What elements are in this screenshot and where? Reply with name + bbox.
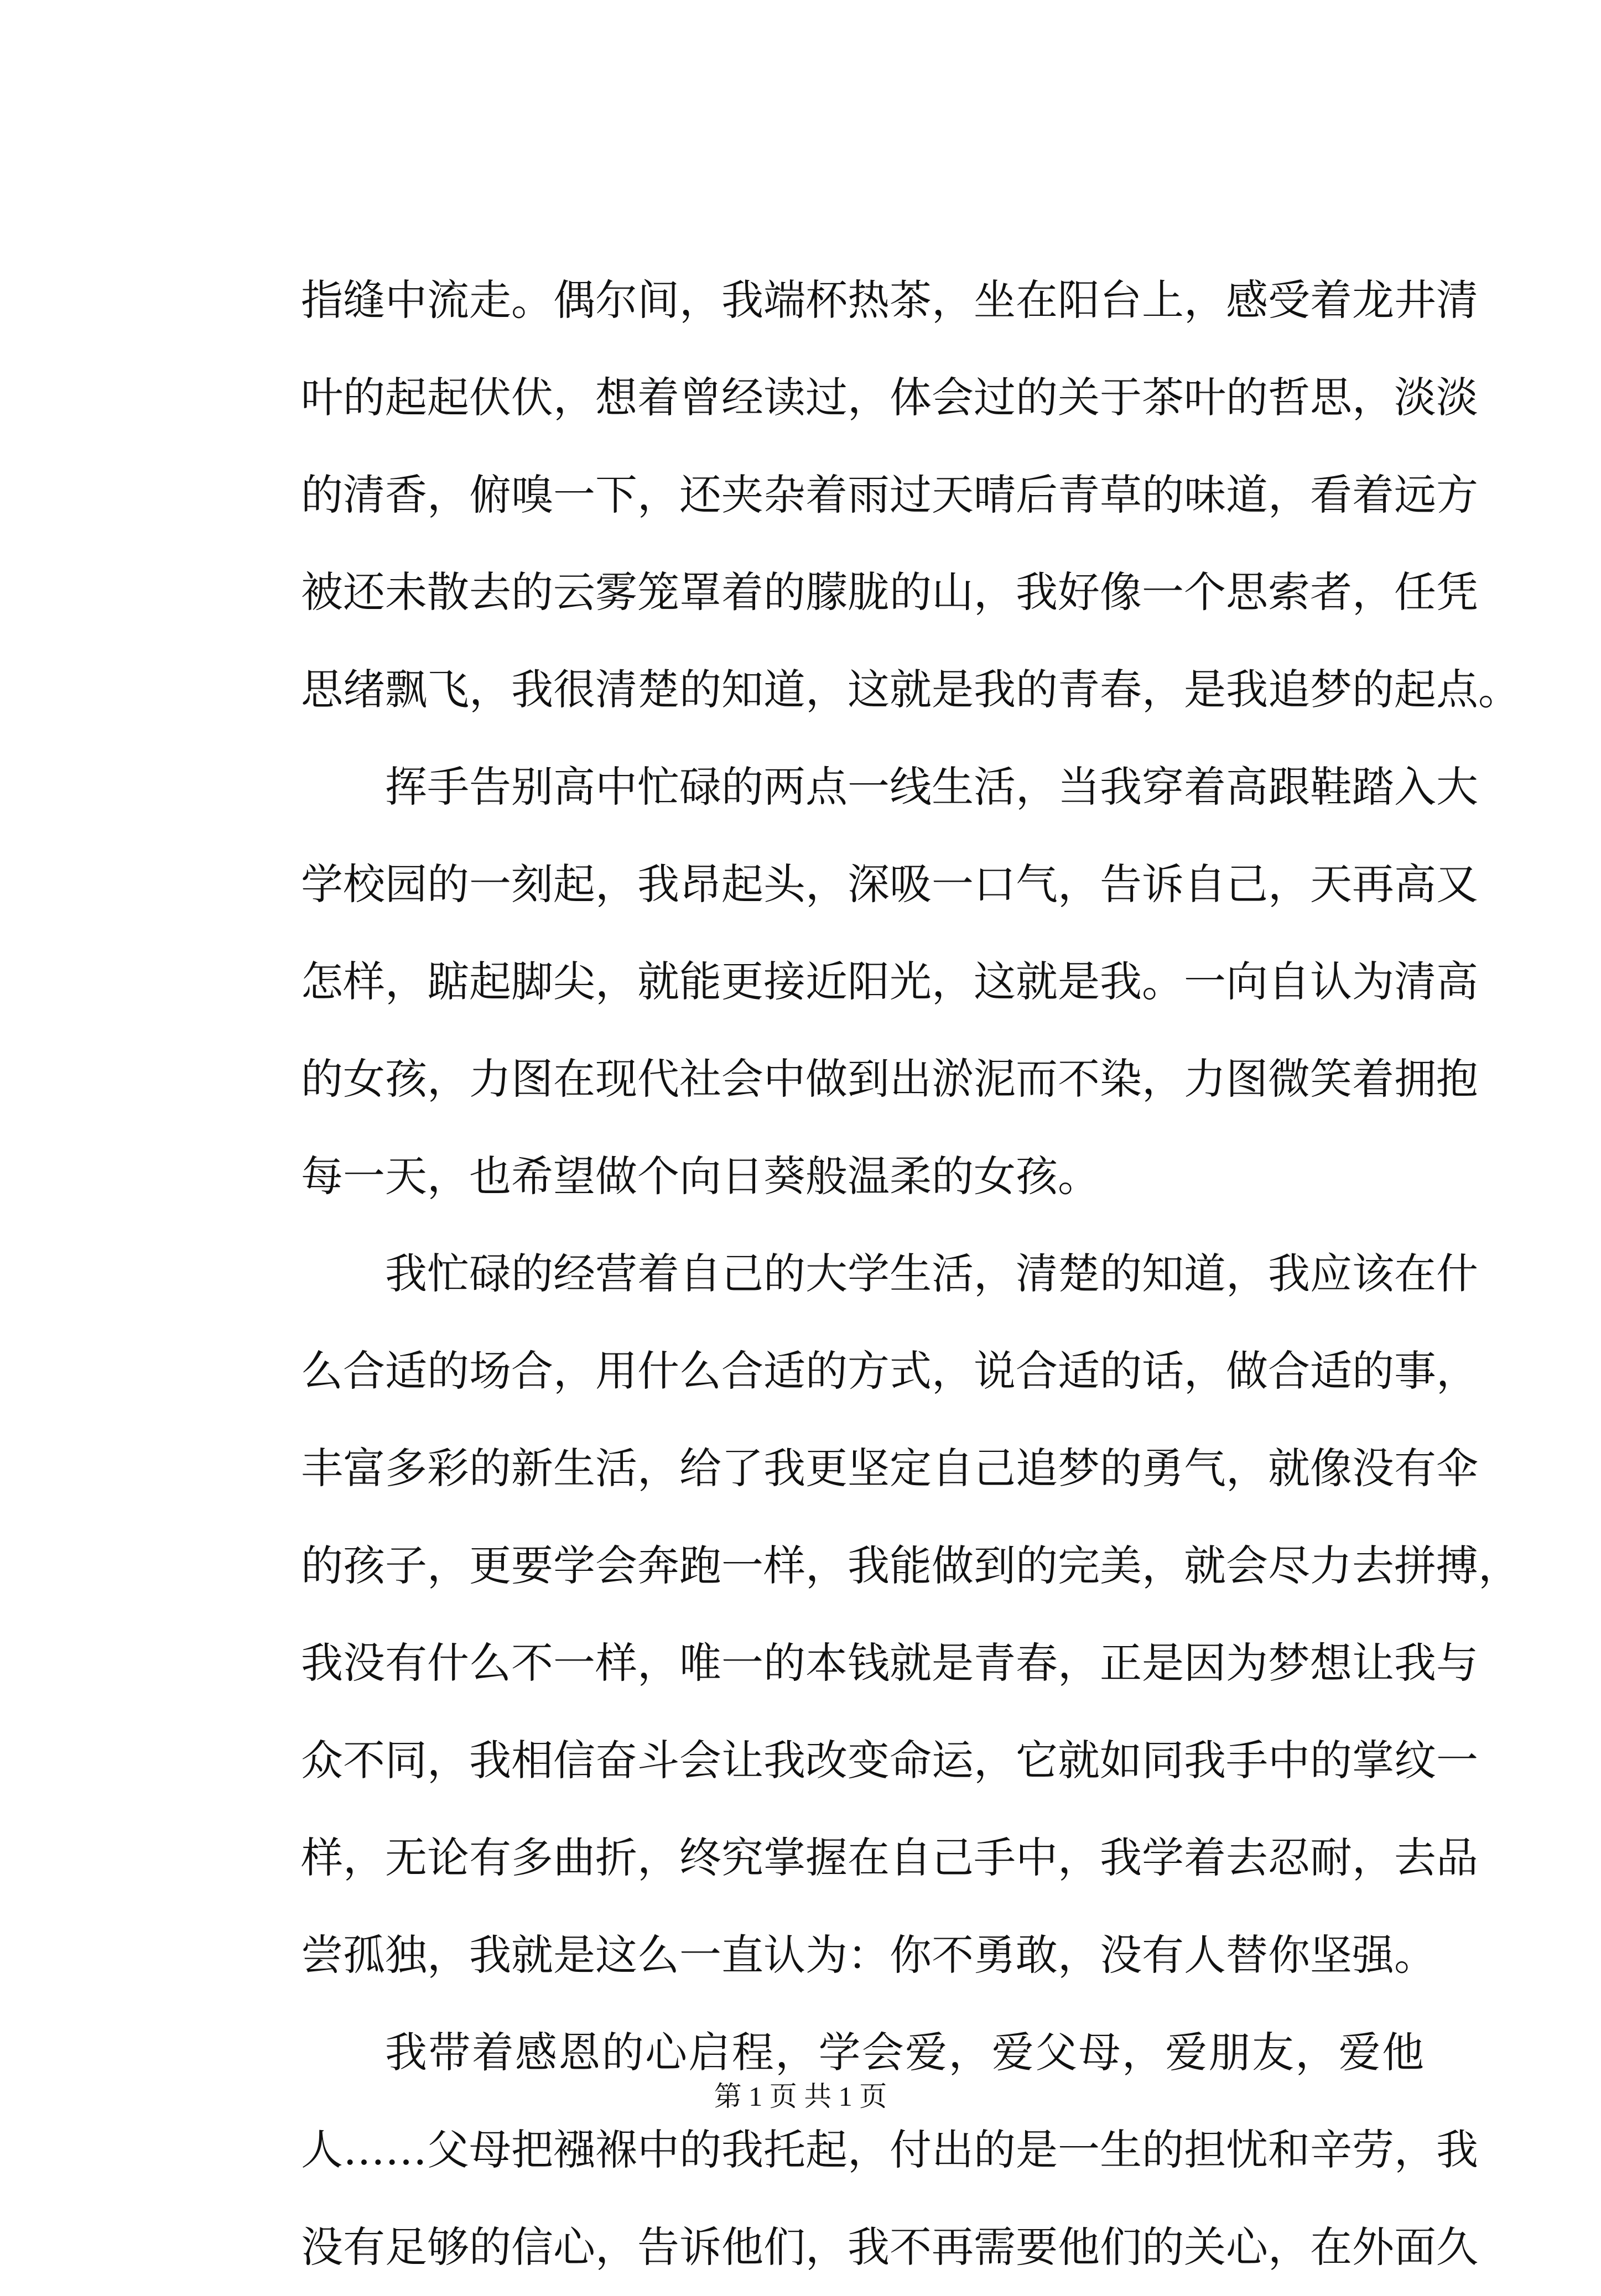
text-line: 么合适的场合，用什么合适的方式，说合适的话，做合适的事，	[301, 1346, 1478, 1396]
text-line: 指缝中流走。偶尔间，我端杯热茶，坐在阳台上，感受着龙井清	[301, 275, 1478, 325]
text-line: 没有足够的信心，告诉他们，我不再需要他们的关心，在外面久	[301, 2222, 1478, 2272]
text-line: 每一天，也希望做个向日葵般温柔的女孩。	[301, 1152, 1100, 1201]
text-line: 我没有什么不一样，唯一的本钱就是青春，正是因为梦想让我与	[301, 1638, 1478, 1688]
text-line: 丰富多彩的新生活，给了我更坚定自己追梦的勇气，就像没有伞	[301, 1444, 1478, 1493]
text-line: 尝孤独，我就是这么一直认为：你不勇敢，没有人替你坚强。	[301, 1930, 1436, 1980]
page-number-footer: 第 1 页 共 1 页	[714, 2081, 887, 2112]
text-line: 学校园的一刻起，我昂起头，深吸一口气，告诉自己，天再高又	[301, 860, 1478, 909]
text-line: 叶的起起伏伏，想着曾经读过，体会过的关于茶叶的哲思，淡淡	[301, 373, 1478, 422]
paragraph-first-line: 我带着感恩的心启程，学会爱，爱父母，爱朋友，爱他	[385, 2028, 1424, 2077]
text-line: 的孩子，更要学会奔跑一样，我能做到的完美，就会尽力去拼搏，	[301, 1541, 1520, 1590]
text-line: 样，无论有多曲折，终究掌握在自己手中，我学着去忍耐，去品	[301, 1833, 1478, 1882]
paragraph-first-line: 挥手告别高中忙碌的两点一线生活，当我穿着高跟鞋踏入大	[385, 762, 1478, 811]
paragraph-first-line: 我忙碌的经营着自己的大学生活，清楚的知道，我应该在什	[385, 1249, 1478, 1298]
text-line: 的清香，俯嗅一下，还夹杂着雨过天晴后青草的味道，看着远方	[301, 470, 1478, 519]
document-body	[301, 252, 1520, 2296]
text-line: 思绪飘飞，我很清楚的知道，这就是我的青春，是我追梦的起点。	[301, 665, 1520, 714]
text-line: 人……父母把襁褓中的我托起，付出的是一生的担忧和辛劳，我	[301, 2125, 1478, 2174]
text-line: 的女孩，力图在现代社会中做到出淤泥而不染，力图微笑着拥抱	[301, 1054, 1478, 1103]
text-line: 怎样，踮起脚尖，就能更接近阳光，这就是我。一向自认为清高	[301, 957, 1478, 1006]
text-line: 众不同，我相信奋斗会让我改变命运，它就如同我手中的掌纹一	[301, 1736, 1478, 1785]
text-line: 被还未散去的云雾笼罩着的朦胧的山，我好像一个思索者，任凭	[301, 568, 1478, 617]
